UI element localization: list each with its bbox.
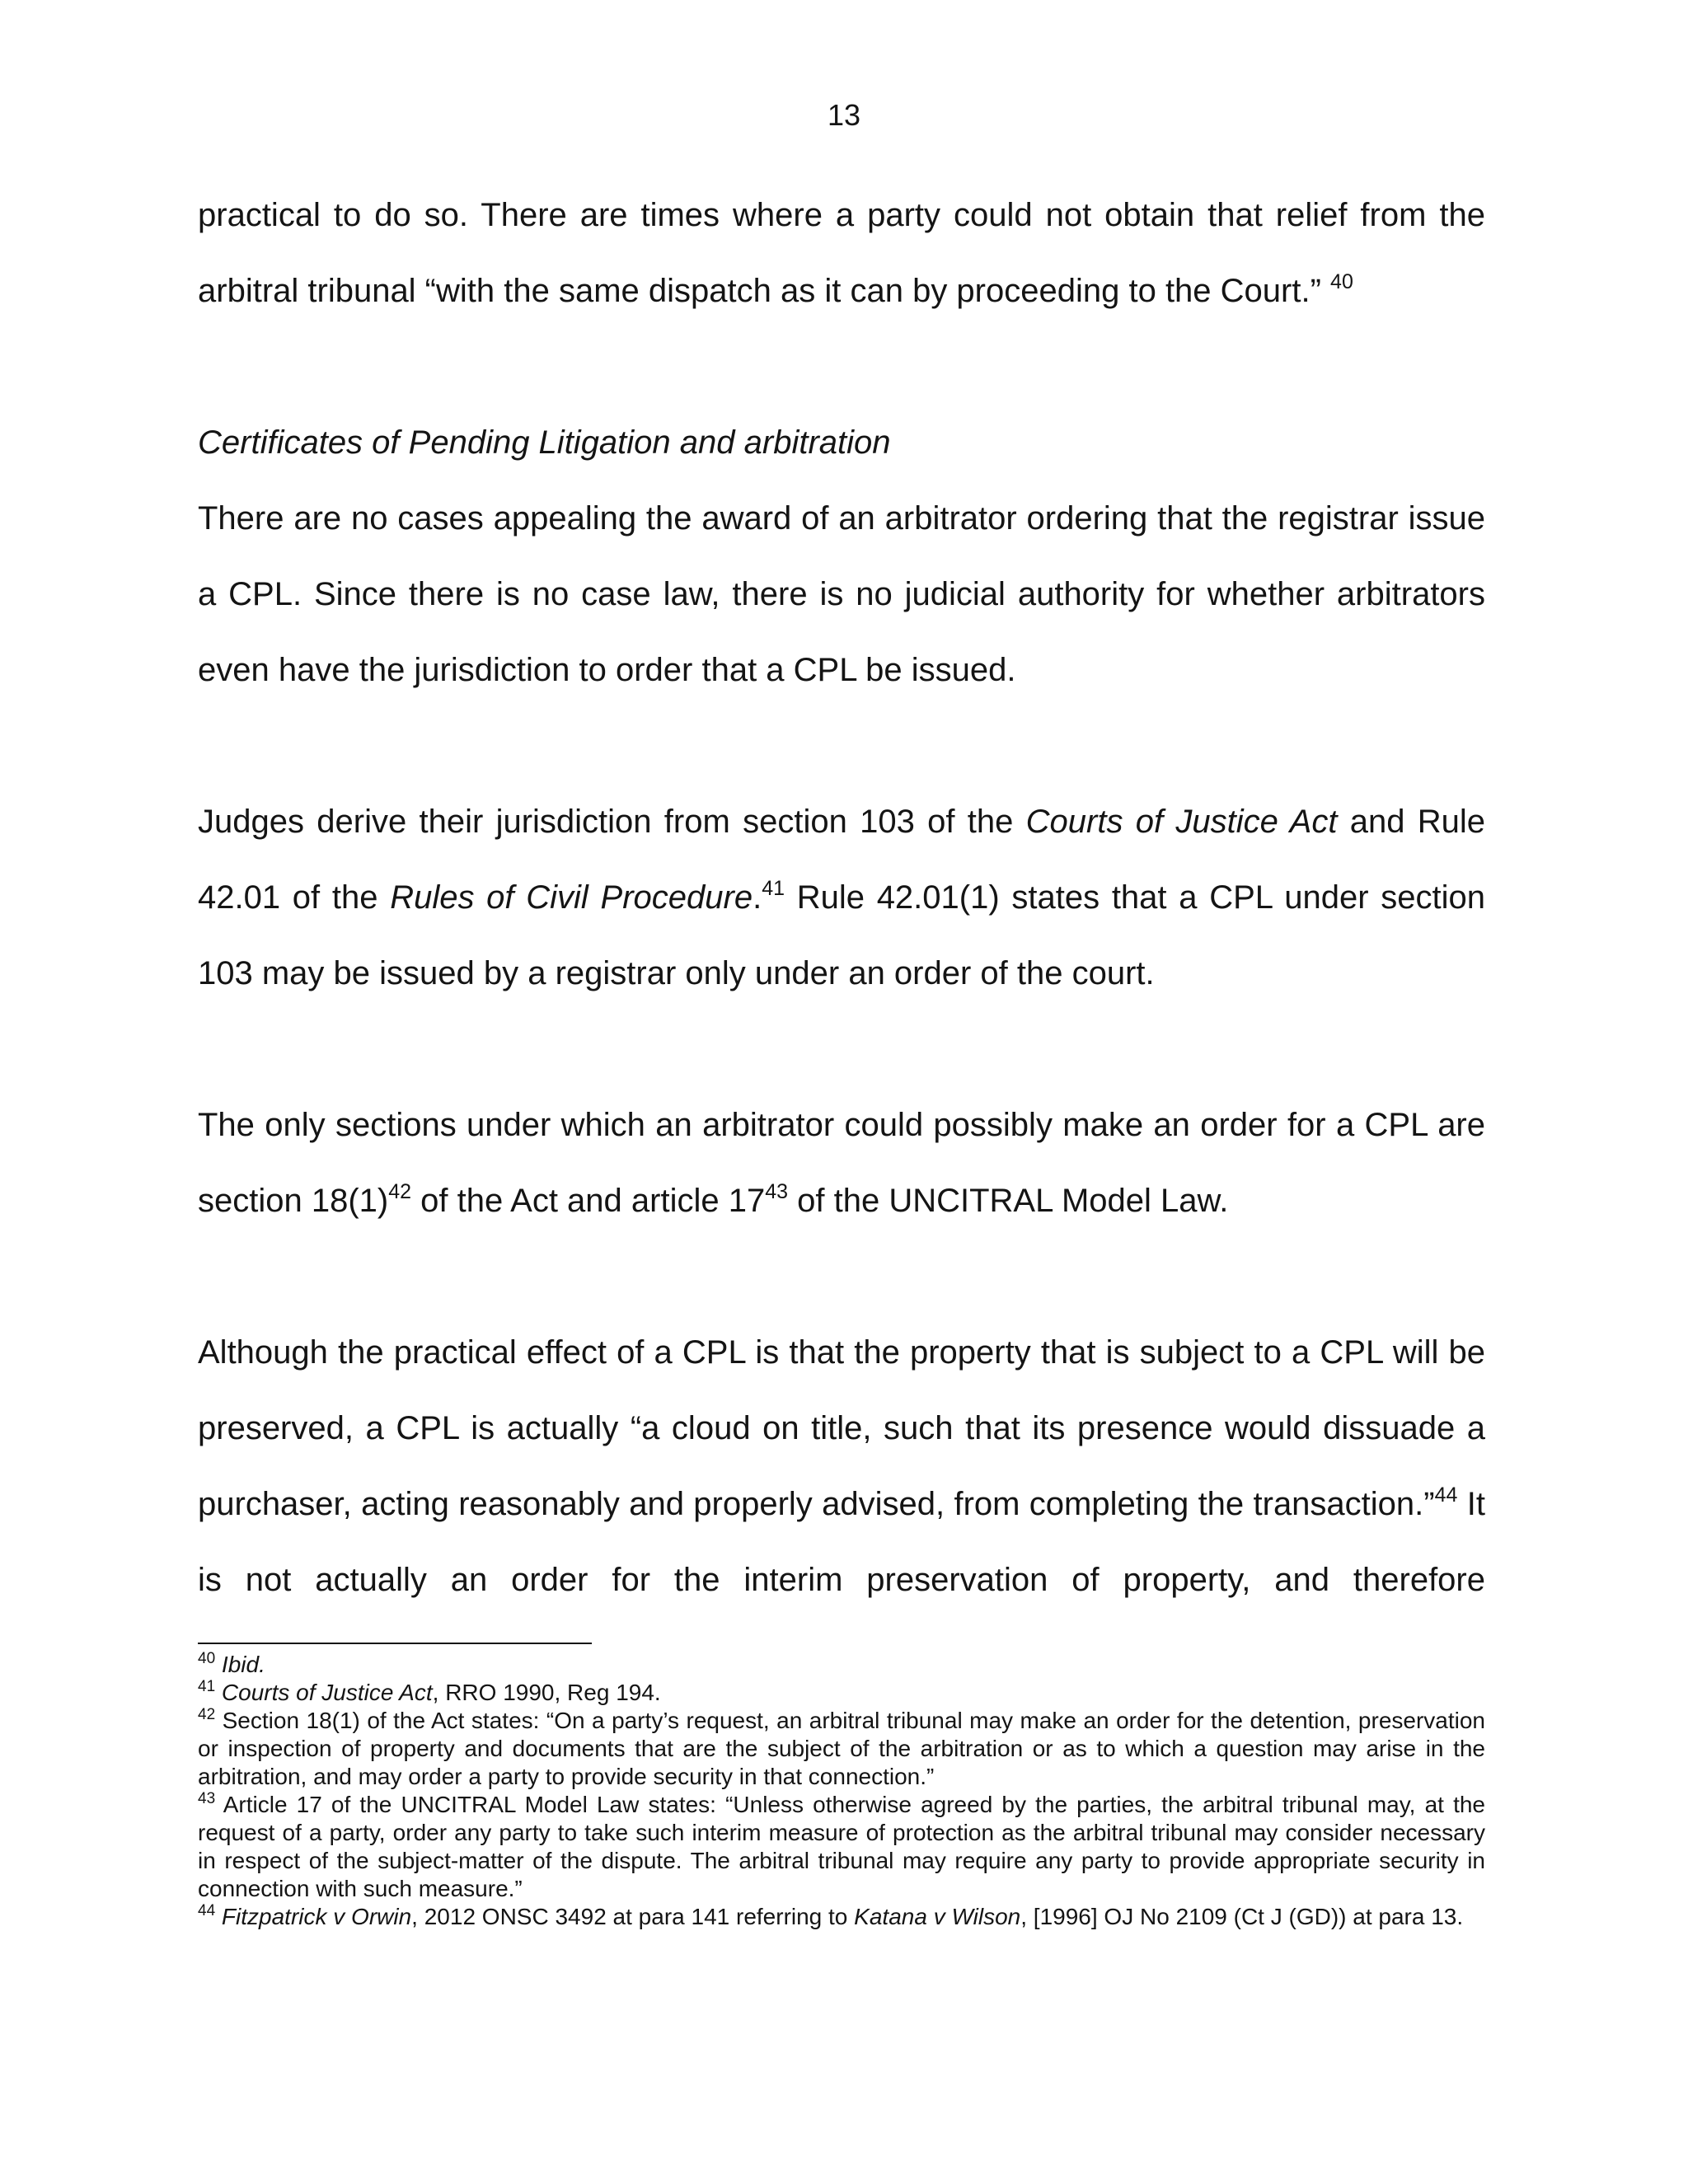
- case-name: Fitzpatrick v Orwin: [221, 1904, 412, 1929]
- footnote-number: 43: [198, 1790, 216, 1807]
- footnote-number: 42: [198, 1706, 216, 1723]
- footnote-text: , [1996] OJ No 2109 (Ct J (GD)) at para 13.: [1020, 1904, 1464, 1929]
- paragraph-2: There are no cases appealing the award of an arbitrator ordering that the registrar issue a CPL. Since there is no case law, there is no judicial authority for whether arbitrators even have the jurisdiction to order that a CPL be issued.: [198, 500, 1485, 688]
- paragraph-1: [198, 177, 1485, 329]
- paragraph-5: [198, 1315, 1485, 1618]
- footnote-41: [198, 1679, 1485, 1707]
- footnote-text: , 2012 ONSC 3492 at para 141 referring to: [411, 1904, 855, 1929]
- paragraph-4-text-c: of the UNCITRAL Model Law.: [788, 1183, 1229, 1219]
- footnote-ref-43: 43: [765, 1180, 789, 1203]
- paragraph-1-text: practical to do so. There are times where a party could not obtain that relief from the arbitral tribunal “with the same dispatch as it can by proceeding to the Court.”: [198, 197, 1485, 309]
- body-text: [198, 177, 1485, 1618]
- rules-of-civil-procedure-title: Rules of Civil Procedure: [390, 879, 753, 916]
- footnote-divider: [198, 1643, 592, 1644]
- footnote-number: 44: [198, 1902, 216, 1919]
- paragraph-4-text-b: of the Act and article 17: [411, 1183, 766, 1219]
- paragraph-5-text-b: It is not actually an order for the interim preservation of property, and therefore: [198, 1486, 1485, 1598]
- footnote-43: [198, 1791, 1485, 1903]
- footnote-ref-42: 42: [388, 1180, 412, 1203]
- footnote-number: 41: [198, 1678, 216, 1695]
- footnote-text: Article 17 of the UNCITRAL Model Law states: “Unless otherwise agreed by the parties, the arbitral tribunal may, at the request of a party, order any party to take such interim measure of protection as the arbitral tribunal may consider necessary in respect of the subject-matter of the dispute. The arbitral tribunal may require any party to provide appropriate security in connection with such measure.”: [198, 1792, 1485, 1901]
- footnote-number: 40: [198, 1650, 216, 1667]
- paragraph-3: [198, 784, 1485, 1011]
- footnote-44: [198, 1903, 1485, 1931]
- footnote-ref-40: 40: [1330, 270, 1353, 293]
- paragraph-3-text-b: and Rule 42.01 of the: [198, 804, 1486, 916]
- paragraph-4: [198, 1087, 1485, 1239]
- page-number: 13: [827, 98, 861, 132]
- section-heading: Certificates of Pending Litigation and arbitration: [198, 424, 891, 461]
- paragraph-4-text-a: The only sections under which an arbitrator could possibly make an order for a CPL are section 18(1): [198, 1107, 1485, 1219]
- paragraph-3-text-d: Rule 42.01(1) states that a CPL under section 103 may be issued by a registrar only under an order of the court.: [198, 879, 1485, 991]
- footnotes: [198, 1651, 1485, 1931]
- footnote-ref-44: 44: [1434, 1483, 1458, 1507]
- footnote-italic: Courts of Justice Act: [221, 1680, 433, 1705]
- footnote-42: [198, 1707, 1485, 1791]
- paragraph-3-text-a: Judges derive their jurisdiction from section 103 of the: [198, 804, 1026, 840]
- footnote-ref-41: 41: [762, 877, 785, 900]
- paragraph-5-text-a: Although the practical effect of a CPL is that the property that is subject to a CPL will be preserved, a CPL is actually “a cloud on title, such that its presence would dissuade a purchaser, acting reasonably and properly advised, from completing the transaction.”: [198, 1334, 1485, 1522]
- courts-of-justice-act-title: Courts of Justice Act: [1025, 804, 1338, 840]
- case-name: Katana v Wilson: [854, 1904, 1021, 1929]
- paragraph-3-text-c: .: [753, 879, 762, 916]
- footnote-40: [198, 1651, 1485, 1679]
- footnote-text: , RRO 1990, Reg 194.: [432, 1680, 661, 1705]
- footnote-text: Section 18(1) of the Act states: “On a party’s request, an arbitral tribunal may make an order for the detention, preservation or inspection of property and documents that are the subject of the arbitration or as to which a question may arise in the arbitration, and may order a party to provide security in that connection.”: [198, 1708, 1486, 1789]
- footnote-italic: Ibid.: [221, 1652, 265, 1677]
